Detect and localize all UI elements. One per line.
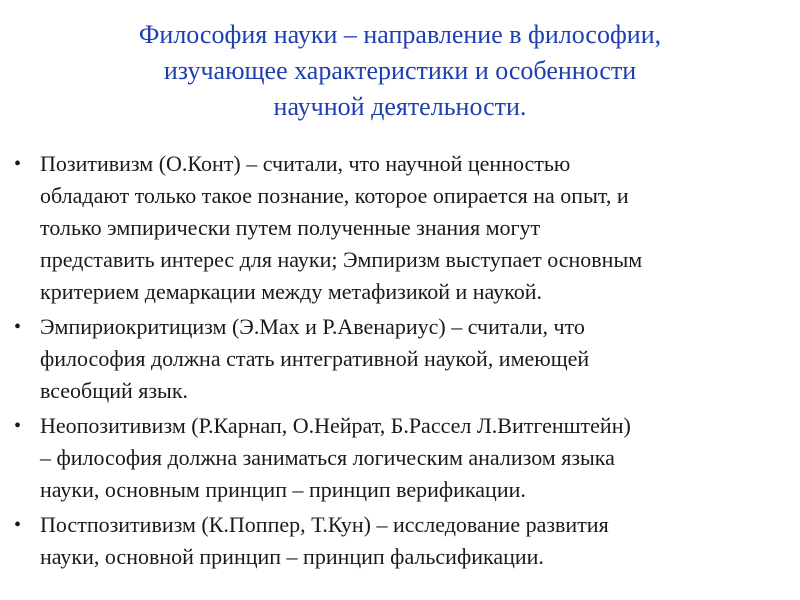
- bullet-icon: •: [14, 153, 22, 175]
- title-line: изучающее характеристики и особенности: [163, 56, 637, 85]
- bullet-icon: •: [14, 514, 22, 536]
- bullet-text-line: представить интерес для науки; Эмпиризм выступает основным: [40, 247, 643, 272]
- bullet-text-line: – философия должна заниматься логическим анализом языка: [40, 445, 615, 470]
- bullet-text-line: Постпозитивизм (К.Поппер, Т.Кун) – исследование развития: [40, 512, 609, 537]
- slide-title: [40, 17, 760, 125]
- bullet-text-line: только эмпирически путем полученные знания могут: [40, 215, 541, 240]
- bullet-icon: •: [14, 415, 22, 437]
- bullet-text-line: Эмпириокритицизм (Э.Мах и Р.Авенариус) – считали, что: [40, 314, 585, 339]
- bullet-text-line: философия должна стать интегративной наукой, имеющей: [40, 346, 590, 371]
- bullet-text-line: обладают только такое познание, которое опирается на опыт, и: [40, 183, 629, 208]
- bullet-text-line: Неопозитивизм (Р.Карнап, О.Нейрат, Б.Рассел Л.Витгенштейн): [40, 413, 631, 438]
- bullet-text-line: критерием демаркации между метафизикой и наукой.: [40, 279, 543, 304]
- bullet-item-postpositivism: [14, 509, 784, 573]
- bullet-text-line: науки, основной принцип – принцип фальсификации.: [40, 544, 544, 569]
- title-line: Философия науки – направление в философии,: [138, 20, 662, 49]
- bullet-icon: •: [14, 316, 22, 338]
- bullet-item-neopositivism: [14, 410, 784, 506]
- title-line: научной деятельности.: [273, 92, 527, 121]
- bullet-item-empiriocriticism: [14, 311, 784, 407]
- bullet-text-line: Позитивизм (О.Конт) – считали, что научной ценностью: [40, 151, 571, 176]
- bullet-text-line: всеобщий язык.: [40, 378, 189, 403]
- bullet-text-line: науки, основным принцип – принцип верификации.: [40, 477, 526, 502]
- bullet-list: [14, 148, 784, 576]
- bullet-item-positivism: [14, 148, 784, 308]
